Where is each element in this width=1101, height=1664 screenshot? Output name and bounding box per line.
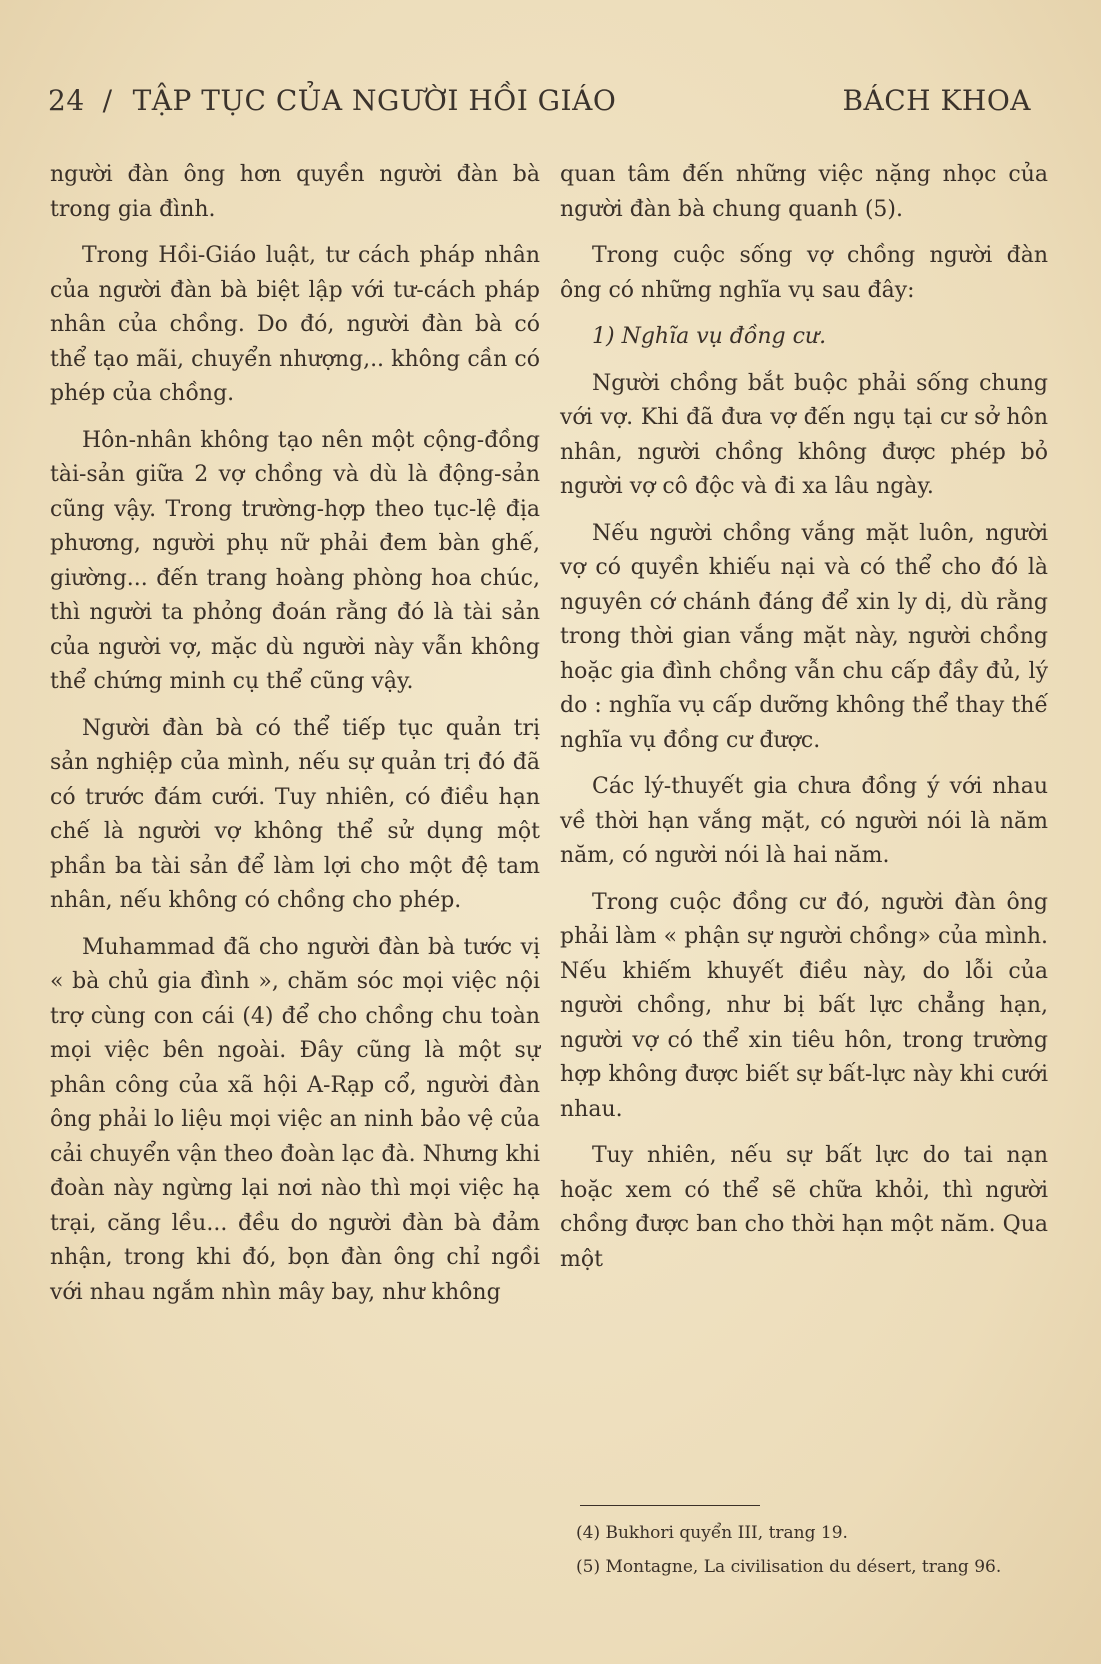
publication-name: BÁCH KHOA	[842, 84, 1031, 117]
paragraph: Tuy nhiên, nếu sự bất lực do tai nạn hoặc xem có thể sẽ chữa khỏi, thì người chồng được ban cho thời hạn một năm. Qua một	[560, 1143, 1048, 1272]
paragraph: Trong cuộc sống vợ chồng người đàn ông có những nghĩa vụ sau đây:	[560, 243, 1048, 303]
paragraph: Hôn-nhân không tạo nên một cộng-đồng tài-sản giữa 2 vợ chồng và dù là động-sản cũng vậy. Trong trường-hợp theo tục-lệ địa phương, người phụ nữ phải đem bàn ghế, giường... đến trang hoàng phòng hoa chúc, thì người ta phỏng đoán rằng đó là tài sản của người vợ, mặc dù người này vẫn không thể chứng minh cụ thể cũng vậy.	[50, 427, 540, 694]
paragraph: Trong Hồi-Giáo luật, tư cách pháp nhân của người đàn bà biệt lập với tư-cách pháp nhân của chồng. Do đó, người đàn bà có thể tạo mãi, chuyển nhượng,.. không cần có phép của chồng.	[50, 243, 540, 406]
footnote: (5) Montagne, La civilisation du désert, trang 96.	[576, 1557, 1002, 1577]
paragraph: Trong cuộc đồng cư đó, người đàn ông phải làm « phận sự người chồng» của mình. Nếu khiếm khuyết điều này, do lỗi của người chồng, như bị bất lực chẳng hạn, người vợ có thể xin tiêu hôn, trong trường hợp không được biết sự bất-lực này khi cưới nhau.	[560, 889, 1048, 1122]
footnote-divider	[580, 1505, 760, 1506]
page-header	[48, 84, 1031, 128]
footnote: (4) Bukhori quyển III, trang 19.	[576, 1523, 848, 1543]
paragraph: Người đàn bà có thể tiếp tục quản trị sản nghiệp của mình, nếu sự quản trị đó đã có trước đám cưới. Tuy nhiên, có điều hạn chế là người vợ không thể sử dụng một phần ba tài sản để làm lợi cho một đệ tam nhân, nếu không có chồng cho phép.	[50, 715, 540, 913]
paragraph: Các lý-thuyết gia chưa đồng ý với nhau về thời hạn vắng mặt, có người nói là năm năm, có người nói là hai năm.	[560, 774, 1048, 868]
right-column	[560, 158, 1048, 1289]
section-heading: 1) Nghĩa vụ đồng cư.	[592, 324, 827, 349]
paragraph: Nếu người chồng vắng mặt luôn, người vợ có quyền khiếu nại và có thể cho đó là nguyên cớ chánh đáng để xin ly dị, dù rằng trong thời gian vắng mặt này, người chồng hoặc gia đình chồng vẫn chu cấp đầy đủ, lý do : nghĩa vụ cấp dưỡng không thể thay thế nghĩa vụ đồng cư được.	[560, 520, 1048, 753]
left-column	[50, 158, 540, 1322]
paragraph: Muhammad đã cho người đàn bà tước vị « bà chủ gia đình », chăm sóc mọi việc nội trợ cùng con cái (4) để cho chồng chu toàn mọi việc bên ngoài. Đây cũng là một sự phân công của xã hội A-Rạp cổ, người đàn ông phải lo liệu mọi việc an ninh bảo vệ của cải chuyển vận theo đoàn lạc đà. Nhưng khi đoàn này ngừng lại nơi nào thì mọi việc hạ trại, căng lều... đều do người đàn bà đảm nhận, trong khi đó, bọn đàn ông chỉ ngồi với nhau ngắm nhìn mây bay, như không	[50, 934, 540, 1305]
article-title: TẬP TỤC CỦA NGƯỜI HỒI GIÁO	[132, 84, 617, 117]
paragraph: người đàn ông hơn quyền người đàn bà trong gia đình.	[50, 162, 540, 222]
paragraph: quan tâm đến những việc nặng nhọc của người đàn bà chung quanh (5).	[560, 162, 1048, 222]
header-separator: /	[102, 84, 113, 117]
header-left	[48, 84, 616, 117]
footnotes	[576, 1505, 1046, 1584]
page-number: 24	[48, 84, 85, 117]
paragraph: Người chồng bắt buộc phải sống chung với vợ. Khi đã đưa vợ đến ngụ tại cư sở hôn nhân, người chồng không được phép bỏ người vợ cô độc và đi xa lâu ngày.	[560, 370, 1048, 499]
